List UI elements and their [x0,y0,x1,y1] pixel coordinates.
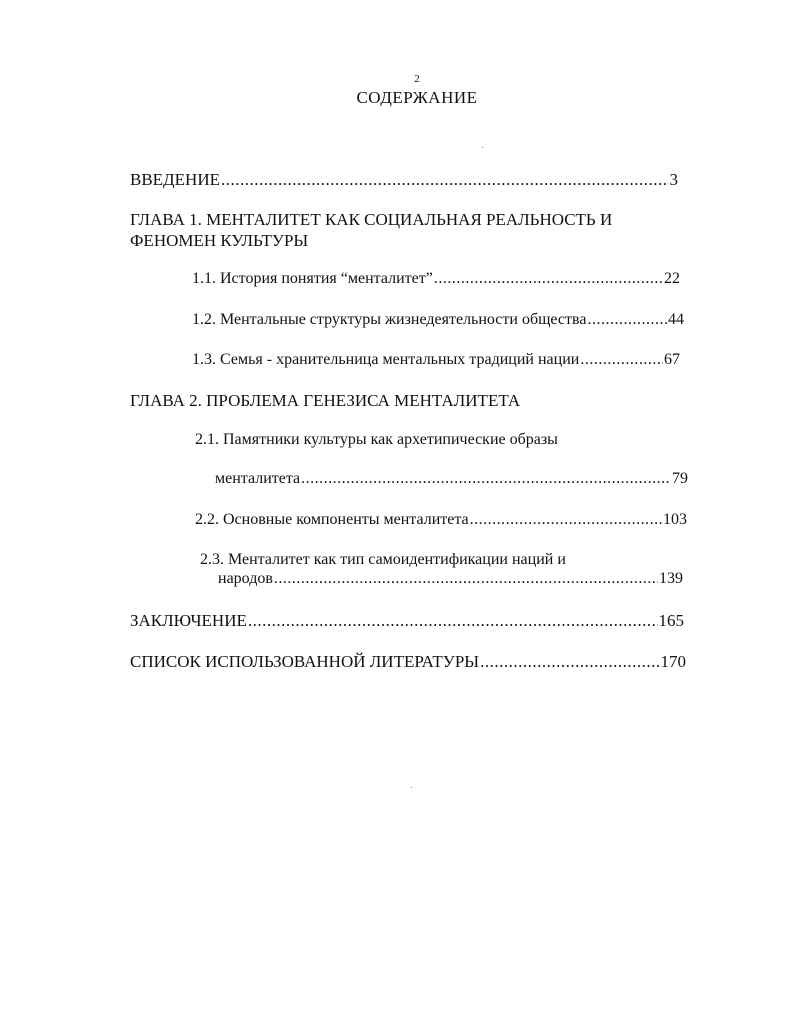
toc-entry-bibliography[interactable] [130,652,686,672]
toc-entry-section-2-2[interactable] [195,511,687,529]
scan-speck [482,147,483,148]
toc-page-number: 139 [659,570,683,587]
chapter1-heading-line2[interactable]: ФЕНОМЕН КУЛЬТУРЫ [130,231,309,250]
toc-label: ЗАКЛЮЧЕНИЕ [130,611,247,630]
toc-leader-dots [480,652,659,672]
toc-page-number: 22 [664,270,680,287]
toc-entry-section-1-2[interactable] [192,311,684,329]
toc-label: 1.1. История понятия “менталитет” [192,270,433,287]
scan-speck [411,787,412,788]
toc-label: 2.2. Основные компоненты менталитета [195,511,469,528]
toc-leader-dots [221,170,669,190]
toc-entry-conclusion[interactable] [130,611,684,631]
toc-page-number: 3 [669,170,678,189]
toc-page-number: 103 [663,511,687,528]
toc-entry-section-1-3[interactable] [192,351,680,369]
page-title: СОДЕРЖАНИЕ [356,88,478,107]
toc-entry-intro[interactable] [130,170,678,190]
toc-label: СПИСОК ИСПОЛЬЗОВАННОЙ ЛИТЕРАТУРЫ [130,652,480,671]
toc-label: ВВЕДЕНИЕ [130,170,220,189]
toc-label: менталитета [215,470,301,487]
toc-label: 1.2. Ментальные структуры жизнедеятельности общества [192,311,587,328]
toc-entry-section-2-3[interactable] [218,570,683,588]
chapter1-heading-line1[interactable]: ГЛАВА 1. МЕНТАЛИТЕТ КАК СОЦИАЛЬНАЯ РЕАЛЬНОСТЬ И [130,210,613,229]
toc-leader-dots [248,611,658,631]
toc-leader-dots [580,351,663,369]
toc-leader-dots [587,311,667,329]
toc-leader-dots [434,270,663,288]
toc-leader-dots [274,570,658,588]
toc-section-2-3-line1[interactable]: 2.3. Менталитет как тип самоидентификации наций и [200,551,566,568]
toc-page-number: 79 [672,470,688,487]
toc-page-number: 170 [660,652,686,671]
toc-page-number: 44 [668,311,684,328]
toc-leader-dots [470,511,662,529]
toc-entry-section-1-1[interactable] [192,270,680,288]
toc-section-2-1-line1[interactable]: 2.1. Памятники культуры как архетипические образы [195,431,558,448]
toc-page-number: 165 [658,611,684,630]
toc-entry-section-2-1[interactable] [215,470,688,488]
toc-leader-dots [301,470,671,488]
chapter2-heading[interactable]: ГЛАВА 2. ПРОБЛЕМА ГЕНЕЗИСА МЕНТАЛИТЕТА [130,391,521,410]
page-number: 2 [414,73,420,85]
toc-label: народов [218,570,273,587]
toc-page-number: 67 [664,351,680,368]
toc-label: 1.3. Семья - хранительница ментальных традиций нации [192,351,580,368]
